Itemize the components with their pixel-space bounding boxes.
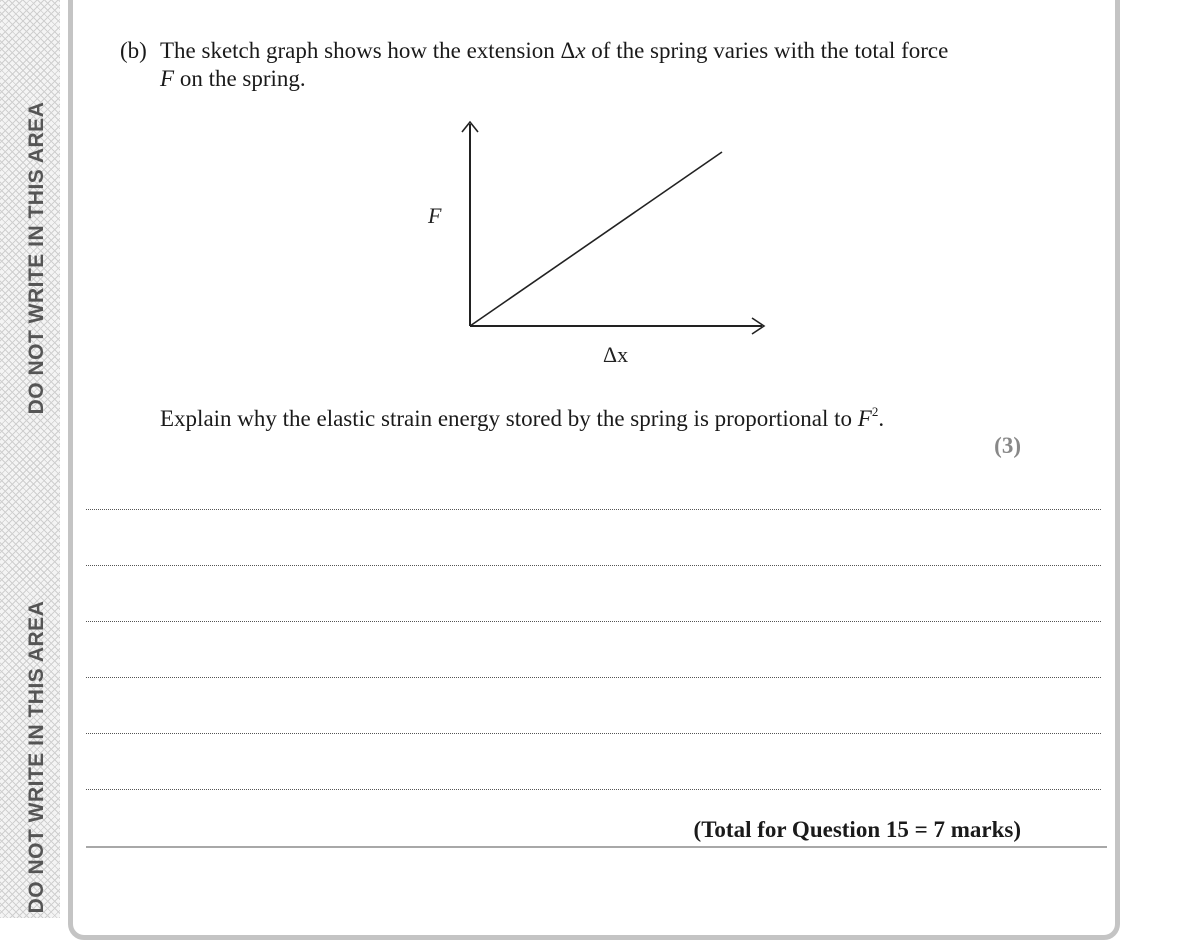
answer-line[interactable]	[86, 677, 1101, 678]
answer-line[interactable]	[86, 621, 1101, 622]
margin-warning-upper: DO NOT WRITE IN THIS AREA	[25, 101, 48, 415]
question-text: The sketch graph shows how the extension Δx of the spring varies with the total force F on the spring.	[160, 38, 949, 91]
answer-line[interactable]	[86, 733, 1101, 734]
data-series-line	[470, 152, 722, 326]
x-axis-label: Δx	[603, 342, 629, 367]
answer-line[interactable]	[86, 509, 1101, 510]
answer-line[interactable]	[86, 789, 1101, 790]
answer-line[interactable]	[86, 565, 1101, 566]
y-axis-label: F	[428, 203, 442, 228]
question-part-label: (b)	[120, 38, 147, 63]
total-separator	[86, 846, 1107, 848]
instruction-text: Explain why the elastic strain energy stored by the spring is proportional to $F^2$.	[160, 404, 885, 431]
sketch-graph	[410, 110, 790, 380]
question-total: (Total for Question 15 = 7 marks)	[693, 817, 1021, 842]
do-not-write-margin	[0, 0, 60, 918]
margin-warning-lower: DO NOT WRITE IN THIS AREA	[25, 600, 48, 914]
marks-available: (3)	[994, 433, 1021, 458]
